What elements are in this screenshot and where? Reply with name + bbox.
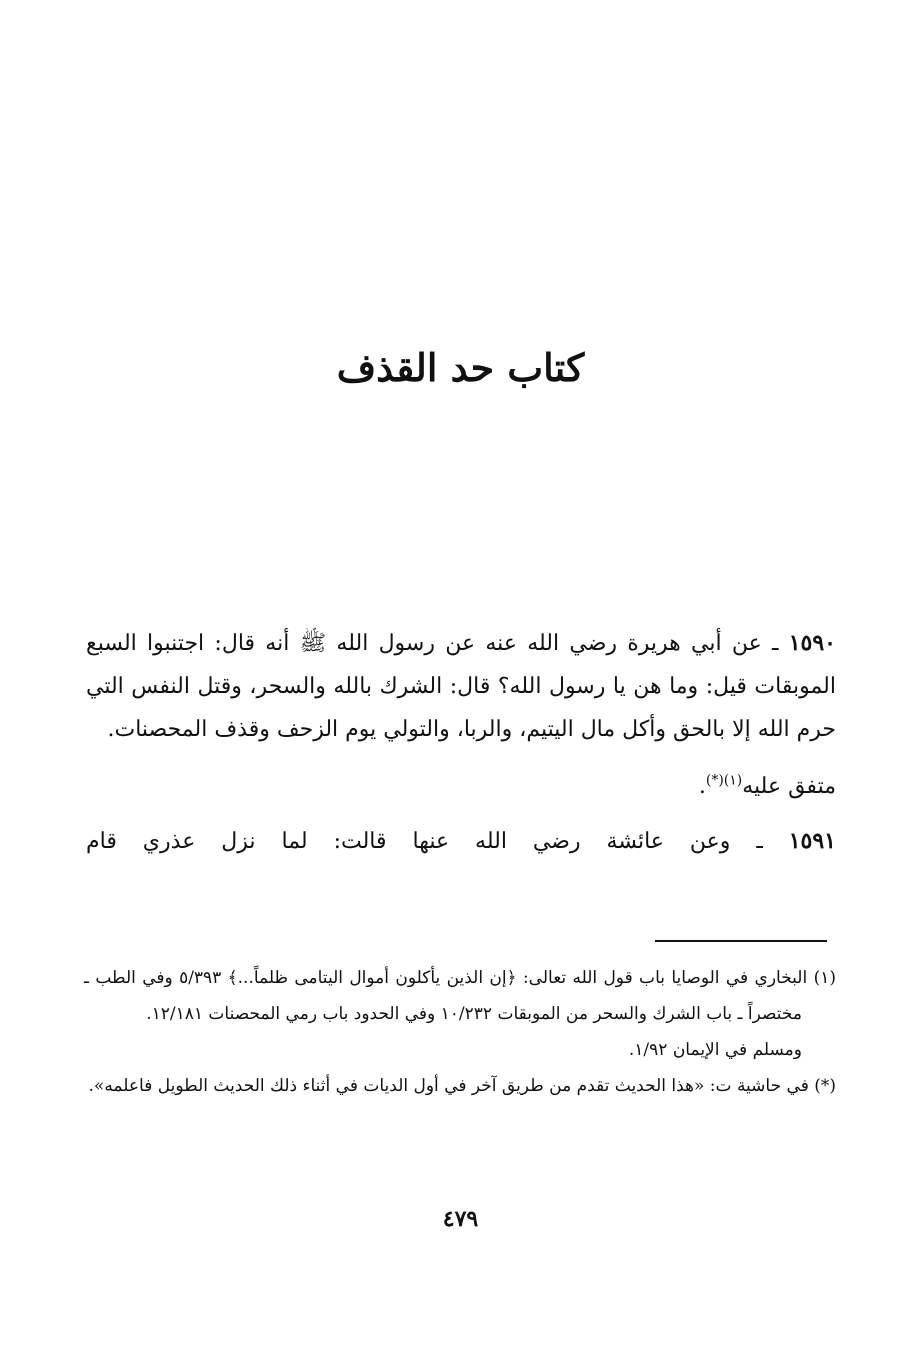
footnote-text: في حاشية ت: «هذا الحديث تقدم من طريق آخر في أول الديات في أثناء ذلك الحديث الطويل فاعلمه». xyxy=(88,1076,809,1096)
footnote-reference: (١)(*) xyxy=(705,772,743,789)
footnote-marker: (*) xyxy=(814,1076,836,1096)
chapter-title: كتاب حد القذف xyxy=(336,345,585,390)
footnote-1-muslim: ومسلم في الإيمان ١/٩٢. xyxy=(628,1040,802,1060)
hadith-1591 xyxy=(86,820,836,863)
hadith-grading xyxy=(86,765,836,808)
main-text xyxy=(86,622,836,863)
footnote-marker: (١) xyxy=(813,968,836,988)
hadith-number: ١٥٩٠ xyxy=(788,630,836,656)
hadith-text: ـ عن أبي هريرة رضي الله عنه عن رسول الله ﷺ أنه قال: اجتنبوا السبع الموبقات قيل: وما هن يا رسول الله؟ قال: الشرك بالله والسحر، وقتل النفس التي حرم الله إلا بالحق وأكل مال اليتيم، والربا، والتولي يوم الزحف وقذف المحصنات. xyxy=(86,631,836,742)
grading-end: . xyxy=(698,774,706,799)
hadith-text: ـ وعن عائشة رضي الله عنها قالت: لما نزل عذري قام xyxy=(86,829,789,854)
page-number: ٤٧٩ xyxy=(442,1206,479,1232)
footnote-1 xyxy=(84,960,836,1032)
grading-text: متفق عليه xyxy=(742,774,836,799)
footnote-star xyxy=(84,1068,836,1104)
footnotes xyxy=(84,960,836,1104)
hadith-number: ١٥٩١ xyxy=(788,828,836,854)
footnote-text: البخاري في الوصايا باب قول الله تعالى: ﴿إن الذين يأكلون أموال اليتامى ظلماً...﴾ ٥/٣٩٣ وفي الطب ـ مختصراً ـ باب الشرك والسحر من الموبقات ١٠/٢٣٢ وفي الحدود باب رمي المحصنات ١٢/١٨١. xyxy=(84,968,808,1024)
hadith-1590 xyxy=(86,622,836,751)
footnote-separator xyxy=(655,940,827,942)
